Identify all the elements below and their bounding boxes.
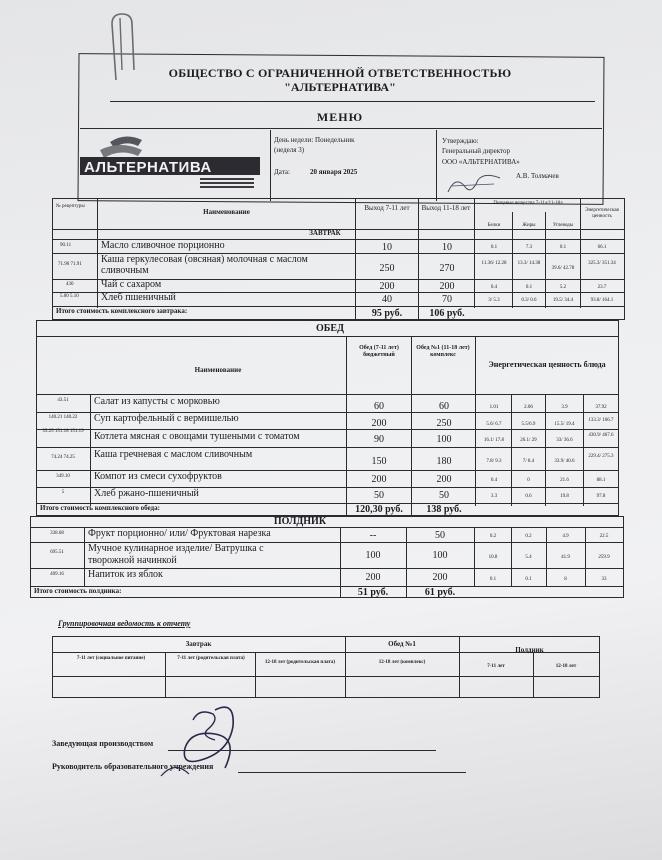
page-title: МЕНЮ [316, 110, 364, 124]
report-breakfast: Завтрак [185, 640, 212, 648]
approve-line3: ООО «АЛЬТЕРНАТИВА» [442, 158, 520, 166]
lunch-col-2: Обед №1 (11-18 лет) комплекс [416, 345, 470, 358]
approve-name: А.В. Толмачев [516, 172, 559, 180]
col-recipe: № рецептуры [56, 204, 85, 209]
section-lunch: ОБЕД [316, 323, 344, 334]
report-col4: 12-18 лет (комплекс) [378, 660, 426, 665]
report-col2: 7-11 лет (родительская плата) [177, 656, 245, 661]
snack-total-label: Итого стоимость полдника: [34, 587, 122, 595]
col-nutr: Пищевые вещества 7-11л/11-18л [493, 201, 563, 206]
col-carb: Углеводы [552, 223, 574, 228]
sign-production: Заведующая производством [52, 739, 154, 748]
org-name-line2: "АЛЬТЕРНАТИВА" [284, 80, 396, 94]
breakfast-total-label: Итого стоимость комплексного завтрака: [56, 307, 188, 315]
sign-director: Руководитель образовательного учреждения [52, 762, 214, 771]
lunch-total-label: Итого стоимость комплексного обеда: [40, 504, 160, 512]
col-out2: Выход 11-18 лет [421, 204, 471, 212]
lunch-col-energy: Энергетическая ценность блюда [488, 360, 606, 369]
date-value: 20 января 2025 [310, 168, 358, 176]
menu-document: ОБЩЕСТВО С ОГРАНИЧЕННОЙ ОТВЕТСТВЕННОСТЬЮ "АЛЬТЕРНАТИВА" МЕНЮ АЛЬТЕРНАТИВА День недели: Понедельник (неделя 3) Дата: 20 января 2025 Утверждаю: Генеральный директор ООО «АЛЬТЕРНАТИВА» А.В. Толмачев № рецептуры Наименование Выход 7-11 лет Выход 11-18 лет Пищевые вещества 7-11л/11-18л Белки Жиры Углеводы Энергетическая ценность ЗАВТРАК 90.11 Масло сливочное порционно 10 10 0.1 7.3 0.1 66.1 71.90 71.91 Каша геркулесовая (овсяная) молочная с маслом сливочным 250 270 11.36/ 12.28 13.3/ 14.38 39.6/ 42.78 325.3/ 351.34 430 Чай с сахаром 200 200 0.4 0.1 5.2 23.7 5.00 5.10 Хлеб пшеничный 40 70 3/ 5.3 0.3/ 0.6 19.5/ 34.4 93.8/ 164.1 Итого стоимость комплексного завтрака: 95 руб. 106 руб. ОБЕД Наименование Обед (7-11 лет) бюджетный Обед №1 (11-18 лет) комплекс Энергетическая ценность блюда 43.51 Салат из капусты с морковью 60 60 1.01 2.06 3.9 37.92 140.21 140.22 Суп картофельный с вермишелью 200 250 5.6/ 6.7 5.5/6.9 15.5/ 19.4 133.3/ 166.7 35.25 151.18 151.19 Котлета мясная с овощами тушеными с томатом 90 100 16.1/ 17.8 26.1/ 29 33/ 36.6 430.9/ 467.6 74.24 74.25 Каша гречневая с маслом сливочным 150 180 7.8/ 9.3 7/ 8.4 33.9/ 40.6 229.4/ 275.3 349.10 Компот из смеси сухофруктов 200 200 0.4 0 21.6 88.1 5 Хлеб ржано-пшеничный 50 50 3.3 0.6 19.8 97.8 Итого стоимость комплексного обеда: 120,30 руб. 138 руб. ПОЛДНИК 338.08 Фрукт порционно/ или/ Фруктовая нарезка -- 50 0.2 0.2 4.9 22.5 695.51 Мучное кулинарное изделие/ Ватрушка с творожной начинкой 100 100 10.8 5.4 41.9 259.9 409.16 Напиток из яблок 200 200 0.1 0.1 8 33 Итого стоимость полдника: 51 руб. 61 руб. Группировочная ведомость к отчету Завтрак Обед №1 Полдник 7-11 лет (социальное питание) 7-11 лет (родительская плата) 12-18 лет (родительская плата) 12-18 лет (комплекс) 7-11 лет 12-18 лет Заведующая производством Руководитель образовательного учреждения [0, 0, 662, 860]
org-name-line1: ОБЩЕСТВО С ОГРАНИЧЕННОЙ ОТВЕТСТВЕННОСТЬЮ [168, 66, 512, 80]
section-breakfast: ЗАВТРАК [309, 229, 341, 237]
report-col5: 7-11 лет [487, 664, 505, 669]
week-number: (неделя 3) [274, 146, 305, 154]
report-lunch: Обед №1 [388, 640, 416, 648]
snack-total-1: 51 руб. [357, 587, 389, 598]
date-label: Дата: [274, 168, 290, 176]
col-prot: Белки [487, 223, 501, 228]
col-name: Наименование [203, 208, 250, 216]
logo-text: АЛЬТЕРНАТИВА [84, 159, 212, 176]
director-signature [444, 170, 504, 196]
report-col6: 12-18 лет [555, 664, 577, 669]
section-snack: ПОЛДНИК [273, 516, 327, 527]
paperclip [104, 10, 144, 90]
col-out1: Выход 7-11 лет [364, 204, 410, 212]
report-snack: Полдник [515, 646, 544, 654]
col-energy: Энергетическая ценность [585, 208, 619, 219]
company-logo [80, 132, 270, 200]
report-col3: 12-18 лет (родительская плата) [264, 660, 336, 665]
lunch-col-1: Обед (7-11 лет) бюджетный [359, 345, 399, 358]
approve-line2: Генеральный директор [442, 147, 510, 155]
snack-total-2: 61 руб. [424, 587, 456, 598]
lunch-col-name: Наименование [194, 366, 242, 374]
production-signature [155, 690, 255, 790]
lunch-total-1: 120,30 руб. [355, 504, 403, 515]
breakfast-total-2: 106 руб. [429, 308, 465, 319]
breakfast-total-1: 95 руб. [371, 308, 403, 319]
report-title: Группировочная ведомость к отчету [58, 619, 191, 628]
report-col1: 7-11 лет (социальное питание) [76, 656, 146, 661]
day-of-week: День недели: Понедельник [274, 136, 355, 144]
approve-line1: Утверждаю: [442, 137, 479, 145]
lunch-total-2: 138 руб. [426, 504, 462, 515]
col-fat: Жиры [522, 223, 536, 228]
